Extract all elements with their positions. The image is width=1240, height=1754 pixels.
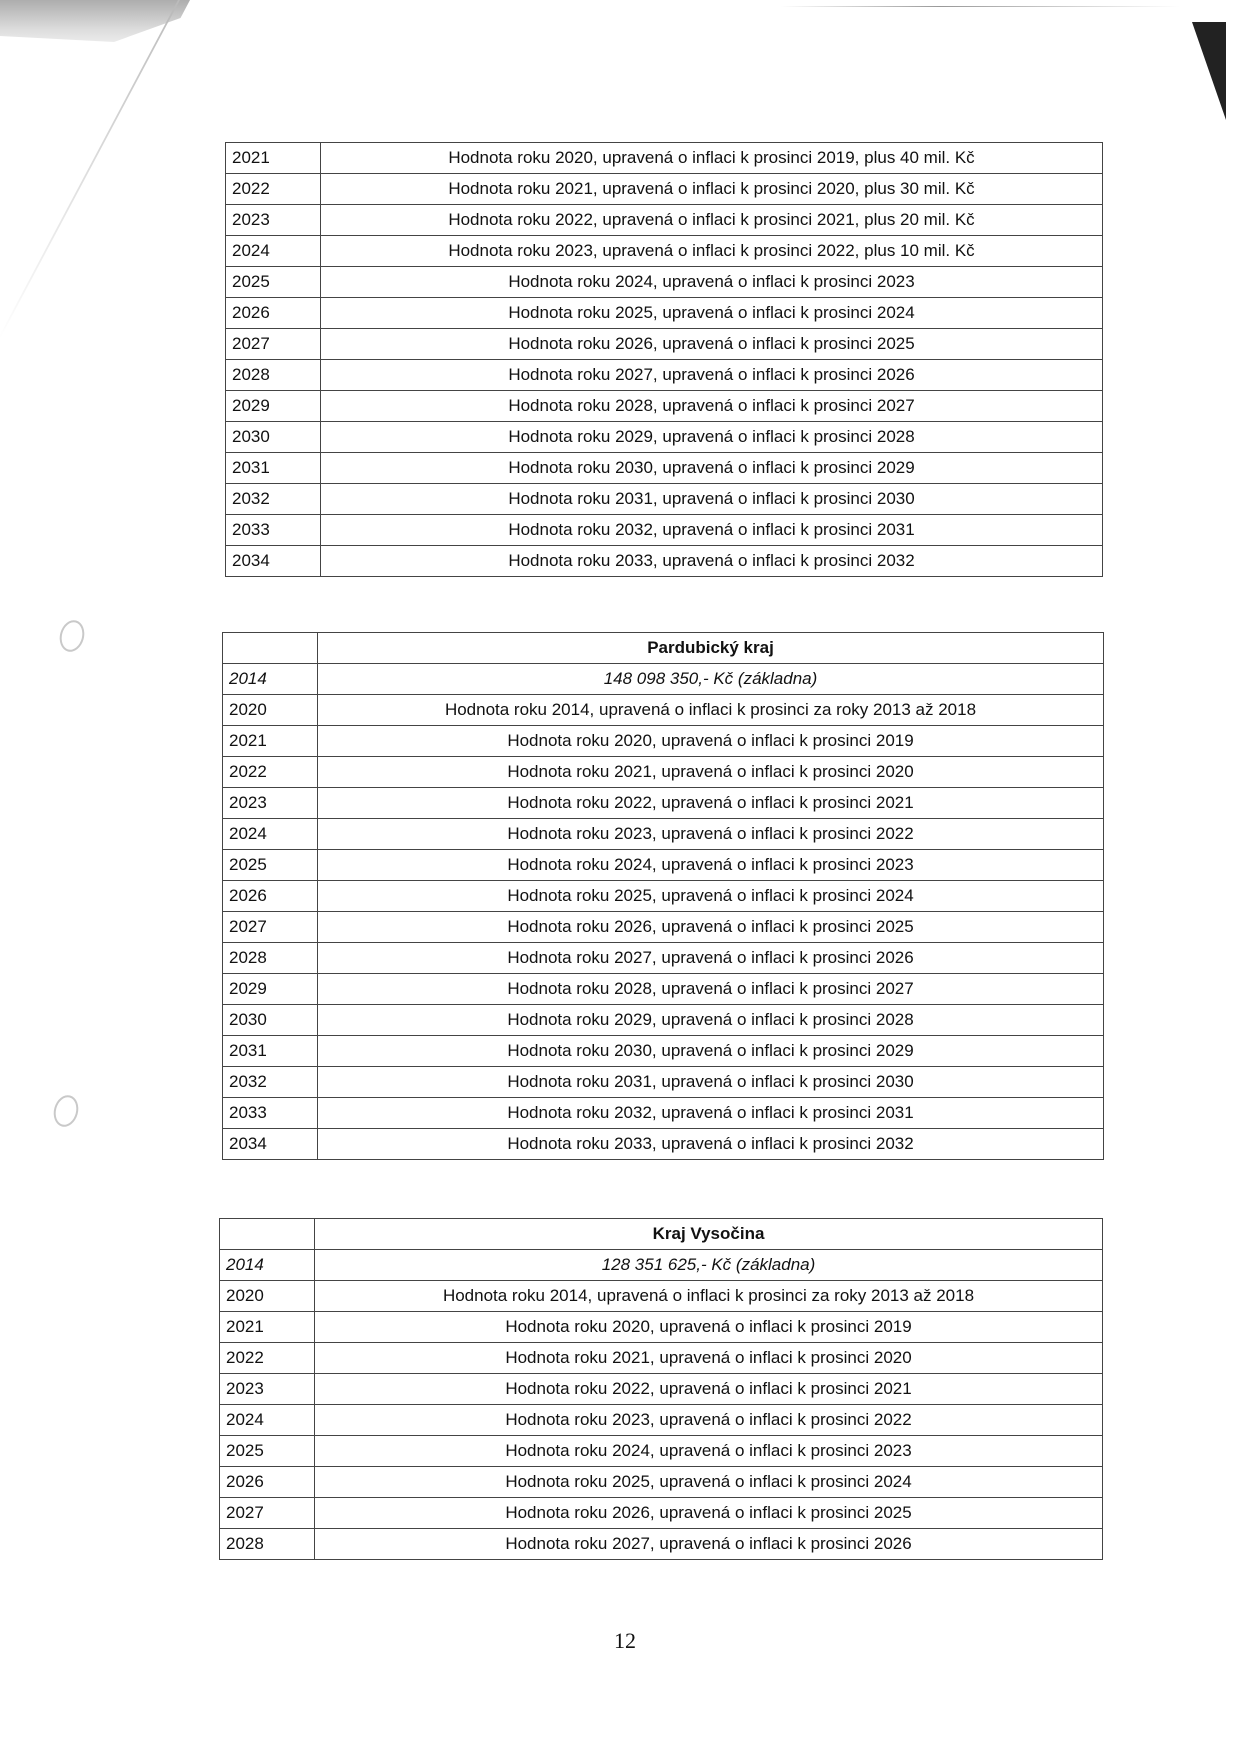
table-row: [226, 298, 1103, 329]
year-cell: 2023: [223, 788, 318, 819]
year-cell: 2022: [226, 174, 321, 205]
year-cell: 2021: [220, 1312, 315, 1343]
base-year-cell: 2014: [223, 664, 318, 695]
value-cell: Hodnota roku 2025, upravená o inflaci k prosinci 2024: [318, 881, 1104, 912]
table-header-row: [220, 1219, 1103, 1250]
table-row: [226, 236, 1103, 267]
year-cell: 2027: [226, 329, 321, 360]
table-row: [223, 757, 1104, 788]
table-row: [226, 267, 1103, 298]
pardubicky-kraj-table: [222, 632, 1104, 1160]
value-cell: Hodnota roku 2032, upravená o inflaci k prosinci 2031: [321, 515, 1103, 546]
value-cell: Hodnota roku 2030, upravená o inflaci k prosinci 2029: [318, 1036, 1104, 1067]
year-cell: 2025: [226, 267, 321, 298]
year-cell: 2020: [220, 1281, 315, 1312]
year-cell: 2025: [223, 850, 318, 881]
year-cell: 2033: [223, 1098, 318, 1129]
table-row: [226, 546, 1103, 577]
year-cell: 2028: [223, 943, 318, 974]
value-cell: Hodnota roku 2023, upravená o inflaci k prosinci 2022, plus 10 mil. Kč: [321, 236, 1103, 267]
base-row: [220, 1250, 1103, 1281]
table-row: [226, 391, 1103, 422]
value-cell: Hodnota roku 2024, upravená o inflaci k prosinci 2023: [318, 850, 1104, 881]
year-cell: 2032: [223, 1067, 318, 1098]
value-cell: Hodnota roku 2022, upravená o inflaci k prosinci 2021, plus 20 mil. Kč: [321, 205, 1103, 236]
value-cell: Hodnota roku 2026, upravená o inflaci k prosinci 2025: [315, 1498, 1103, 1529]
value-cell: Hodnota roku 2026, upravená o inflaci k prosinci 2025: [318, 912, 1104, 943]
table-row: [226, 205, 1103, 236]
table-row: [223, 1067, 1104, 1098]
inflation-table-continued: [225, 142, 1103, 577]
table-title: Kraj Vysočina: [315, 1219, 1103, 1250]
year-cell: 2020: [223, 695, 318, 726]
value-cell: Hodnota roku 2028, upravená o inflaci k prosinci 2027: [318, 974, 1104, 1005]
value-cell: Hodnota roku 2021, upravená o inflaci k prosinci 2020, plus 30 mil. Kč: [321, 174, 1103, 205]
table-row: [223, 695, 1104, 726]
year-cell: 2024: [223, 819, 318, 850]
table-row: [226, 484, 1103, 515]
year-cell: 2026: [226, 298, 321, 329]
year-cell: 2031: [226, 453, 321, 484]
table-row: [223, 726, 1104, 757]
value-cell: Hodnota roku 2020, upravená o inflaci k prosinci 2019: [315, 1312, 1103, 1343]
year-cell: 2022: [220, 1343, 315, 1374]
year-cell: 2021: [223, 726, 318, 757]
page-number: 12: [614, 1628, 636, 1653]
table-row: [223, 974, 1104, 1005]
year-cell: 2022: [223, 757, 318, 788]
table-row: [226, 143, 1103, 174]
header-empty-cell: [223, 633, 318, 664]
year-cell: 2026: [220, 1467, 315, 1498]
base-row: [223, 664, 1104, 695]
table-row: [223, 881, 1104, 912]
value-cell: Hodnota roku 2026, upravená o inflaci k prosinci 2025: [321, 329, 1103, 360]
base-year-cell: 2014: [220, 1250, 315, 1281]
table-header-row: [223, 633, 1104, 664]
year-cell: 2033: [226, 515, 321, 546]
kraj-vysocina-table: [219, 1218, 1103, 1560]
table-row: [226, 515, 1103, 546]
table-body: [223, 633, 1104, 1160]
year-cell: 2023: [220, 1374, 315, 1405]
table-row: [223, 912, 1104, 943]
year-cell: 2029: [226, 391, 321, 422]
value-cell: Hodnota roku 2025, upravená o inflaci k prosinci 2024: [321, 298, 1103, 329]
value-cell: Hodnota roku 2030, upravená o inflaci k prosinci 2029: [321, 453, 1103, 484]
table-row: [220, 1467, 1103, 1498]
value-cell: Hodnota roku 2031, upravená o inflaci k prosinci 2030: [321, 484, 1103, 515]
table-row: [226, 453, 1103, 484]
table-body: [226, 143, 1103, 577]
table-row: [220, 1436, 1103, 1467]
year-cell: 2031: [223, 1036, 318, 1067]
value-cell: Hodnota roku 2020, upravená o inflaci k prosinci 2019, plus 40 mil. Kč: [321, 143, 1103, 174]
value-cell: Hodnota roku 2024, upravená o inflaci k prosinci 2023: [315, 1436, 1103, 1467]
value-cell: Hodnota roku 2033, upravená o inflaci k prosinci 2032: [318, 1129, 1104, 1160]
value-cell: Hodnota roku 2020, upravená o inflaci k prosinci 2019: [318, 726, 1104, 757]
table-row: [220, 1498, 1103, 1529]
value-cell: Hodnota roku 2023, upravená o inflaci k prosinci 2022: [318, 819, 1104, 850]
header-empty-cell: [220, 1219, 315, 1250]
table-row: [220, 1281, 1103, 1312]
year-cell: 2029: [223, 974, 318, 1005]
punch-hole-mark: [50, 1092, 81, 1129]
table-row: [220, 1312, 1103, 1343]
year-cell: 2025: [220, 1436, 315, 1467]
scan-corner-top-right: [1192, 22, 1226, 120]
value-cell: Hodnota roku 2033, upravená o inflaci k prosinci 2032: [321, 546, 1103, 577]
year-cell: 2028: [226, 360, 321, 391]
value-cell: Hodnota roku 2028, upravená o inflaci k prosinci 2027: [321, 391, 1103, 422]
year-cell: 2028: [220, 1529, 315, 1560]
punch-hole-mark: [56, 617, 87, 654]
table-row: [220, 1529, 1103, 1560]
value-cell: Hodnota roku 2021, upravená o inflaci k prosinci 2020: [318, 757, 1104, 788]
value-cell: Hodnota roku 2032, upravená o inflaci k prosinci 2031: [318, 1098, 1104, 1129]
table-row: [220, 1343, 1103, 1374]
value-cell: Hodnota roku 2022, upravená o inflaci k prosinci 2021: [318, 788, 1104, 819]
table-row: [223, 819, 1104, 850]
table-row: [223, 943, 1104, 974]
year-cell: 2027: [223, 912, 318, 943]
table-row: [223, 1005, 1104, 1036]
table-body: [220, 1219, 1103, 1560]
table-row: [220, 1405, 1103, 1436]
table-row: [223, 1036, 1104, 1067]
value-cell: Hodnota roku 2014, upravená o inflaci k prosinci za roky 2013 až 2018: [318, 695, 1104, 726]
table-row: [226, 422, 1103, 453]
year-cell: 2024: [220, 1405, 315, 1436]
year-cell: 2034: [226, 546, 321, 577]
base-value-cell: 128 351 625,- Kč (základna): [315, 1250, 1103, 1281]
value-cell: Hodnota roku 2025, upravená o inflaci k prosinci 2024: [315, 1467, 1103, 1498]
value-cell: Hodnota roku 2021, upravená o inflaci k prosinci 2020: [315, 1343, 1103, 1374]
value-cell: Hodnota roku 2024, upravená o inflaci k prosinci 2023: [321, 267, 1103, 298]
year-cell: 2024: [226, 236, 321, 267]
table-row: [226, 360, 1103, 391]
value-cell: Hodnota roku 2023, upravená o inflaci k prosinci 2022: [315, 1405, 1103, 1436]
table-title: Pardubický kraj: [318, 633, 1104, 664]
table-row: [220, 1374, 1103, 1405]
year-cell: 2034: [223, 1129, 318, 1160]
value-cell: Hodnota roku 2014, upravená o inflaci k prosinci za roky 2013 až 2018: [315, 1281, 1103, 1312]
table-row: [223, 1129, 1104, 1160]
table-row: [226, 174, 1103, 205]
year-cell: 2023: [226, 205, 321, 236]
table-row: [223, 1098, 1104, 1129]
year-cell: 2032: [226, 484, 321, 515]
value-cell: Hodnota roku 2029, upravená o inflaci k prosinci 2028: [318, 1005, 1104, 1036]
table-row: [223, 788, 1104, 819]
value-cell: Hodnota roku 2027, upravená o inflaci k prosinci 2026: [315, 1529, 1103, 1560]
value-cell: Hodnota roku 2031, upravená o inflaci k prosinci 2030: [318, 1067, 1104, 1098]
year-cell: 2030: [226, 422, 321, 453]
table-row: [226, 329, 1103, 360]
table-row: [223, 850, 1104, 881]
scan-edge-line: [0, 0, 180, 340]
base-value-cell: 148 098 350,- Kč (základna): [318, 664, 1104, 695]
scan-top-line: [780, 6, 1180, 7]
value-cell: Hodnota roku 2022, upravená o inflaci k prosinci 2021: [315, 1374, 1103, 1405]
year-cell: 2030: [223, 1005, 318, 1036]
value-cell: Hodnota roku 2027, upravená o inflaci k prosinci 2026: [321, 360, 1103, 391]
value-cell: Hodnota roku 2029, upravená o inflaci k prosinci 2028: [321, 422, 1103, 453]
year-cell: 2027: [220, 1498, 315, 1529]
year-cell: 2021: [226, 143, 321, 174]
value-cell: Hodnota roku 2027, upravená o inflaci k prosinci 2026: [318, 943, 1104, 974]
year-cell: 2026: [223, 881, 318, 912]
